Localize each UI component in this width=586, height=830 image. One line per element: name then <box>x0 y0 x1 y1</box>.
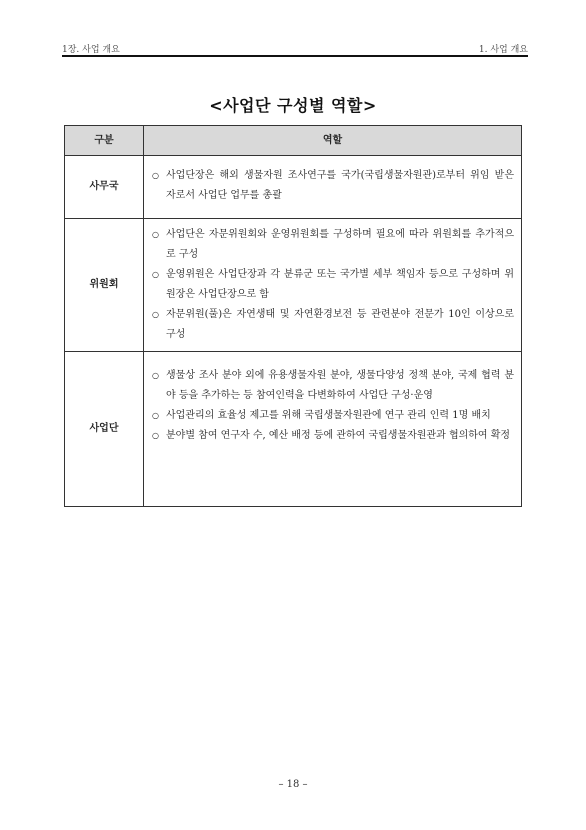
list-item-text: 사업관리의 효율성 제고를 위해 국립생물자원관에 연구 관리 인력 1명 배치 <box>166 410 491 421</box>
page-number: – 18 – <box>278 779 308 790</box>
list-item-text: 사업단은 자문위원회와 운영위원회를 구성하며 필요에 따라 위원회를 추가적으로 구성 <box>166 229 514 260</box>
list-item <box>152 225 514 265</box>
table-row <box>65 219 522 352</box>
list-item-text: 분야별 참여 연구자 수, 예산 배정 등에 관하여 국립생물자원관과 협의하여 확정 <box>166 430 511 441</box>
row-description <box>144 352 522 507</box>
column-header-role: 역할 <box>144 126 522 156</box>
row-category: 위원회 <box>65 219 144 352</box>
list-item <box>152 426 514 446</box>
table-row <box>65 156 522 219</box>
roles-table <box>64 125 522 507</box>
running-header <box>62 42 528 56</box>
list-item <box>152 305 514 345</box>
bullet-icon: ○ <box>152 411 159 420</box>
table-row <box>65 352 522 507</box>
table-title: <사업단 구성별 역할> <box>209 96 377 115</box>
section-label: 1. 사업 개요 <box>478 45 528 55</box>
list-item-text: 자문위원(풀)은 자연생태 및 자연환경보전 등 관련분야 전문가 10인 이상으로 구성 <box>166 309 514 340</box>
bullet-icon: ○ <box>152 371 159 380</box>
list-item-text: 사업단장은 해외 생물자원 조사연구를 국가(국립생물자원관)로부터 위임 받은 자로서 사업단 업무를 총괄 <box>166 170 514 201</box>
list-item <box>152 265 514 305</box>
list-item <box>152 166 514 206</box>
table-header-row <box>65 126 522 156</box>
chapter-label: 1장. 사업 개요 <box>62 45 120 55</box>
row-description <box>144 156 522 219</box>
column-header-category: 구분 <box>65 126 144 156</box>
header-divider <box>62 55 528 57</box>
bullet-icon: ○ <box>152 270 159 279</box>
list-item-text: 운영위원은 사업단장과 각 분류군 또는 국가별 세부 책임자 등으로 구성하며 위원장은 사업단장으로 함 <box>166 269 514 300</box>
row-category: 사무국 <box>65 156 144 219</box>
bullet-icon: ○ <box>152 171 159 180</box>
row-description <box>144 219 522 352</box>
bullet-icon: ○ <box>152 310 159 319</box>
list-item <box>152 406 514 426</box>
bullet-icon: ○ <box>152 230 159 239</box>
list-item-text: 생물상 조사 분야 외에 유용생물자원 분야, 생물다양성 정책 분야, 국제 협력 분야 등을 추가하는 등 참여인력을 다변화하여 사업단 구성·운영 <box>166 370 514 401</box>
list-item <box>152 366 514 406</box>
row-category: 사업단 <box>65 352 144 507</box>
bullet-icon: ○ <box>152 431 159 440</box>
